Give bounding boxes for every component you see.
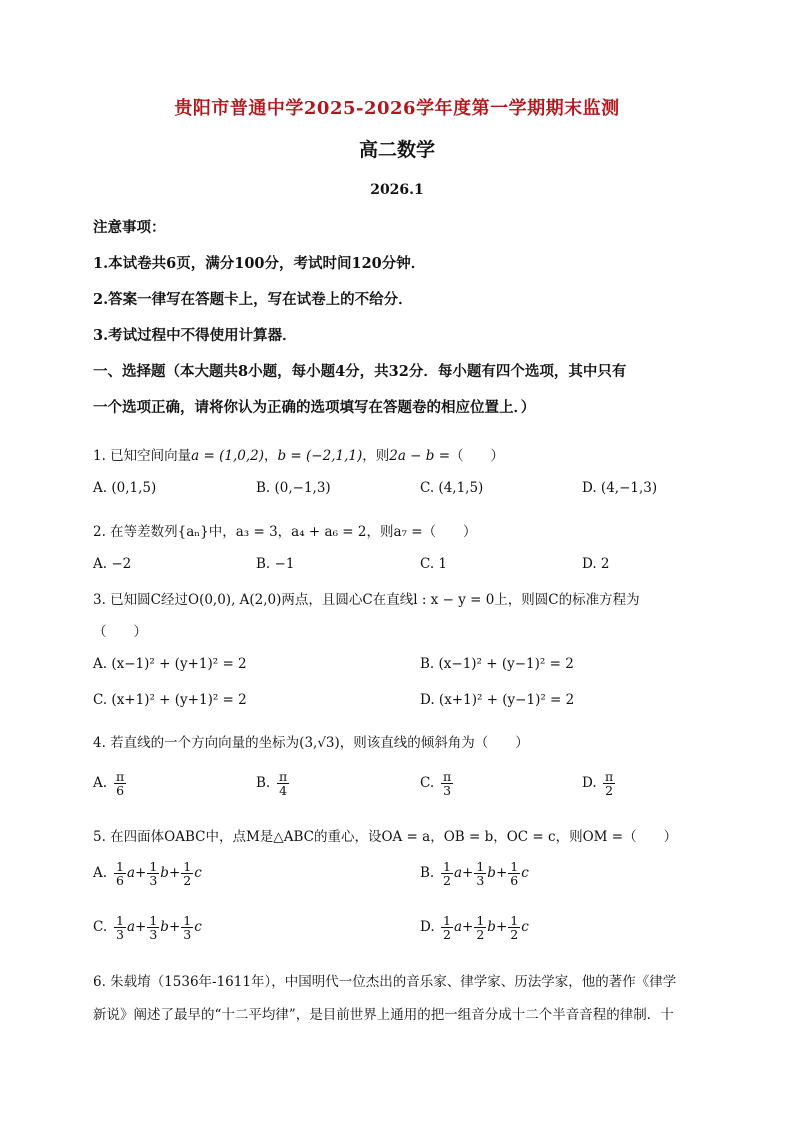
fraction: $\frac{\pi}{6}$ [116,769,125,799]
option-a: A. $\frac{1}{6}$ a+ $\frac{1}{3}$ b+ $\frac{1}{2}$ c [93,859,202,889]
option-d: D. (x+1)² + (y−1)² = 2 [420,692,575,708]
exam-title: 贵阳市普通中学2025-2026学年度第一学期期末监测 [174,98,620,119]
option-a: A. −2 [93,556,132,572]
question-5-stem: 5. 在四面体OABC中，点M是△ABC的重心，设OA = a，OB = b，OC = c，则OM =（ ） [93,829,678,845]
note-item: 3.考试过程中不得使用计算器． [93,327,297,344]
expression: 2a − b = [389,448,451,464]
section-heading-cont: 一个选项正确，请将你认为正确的选项填写在答题卷的相应位置上．） [93,399,536,416]
option-c: C. (4,1,5) [420,480,484,496]
option-b: B. $\frac{1}{2}$ a+ $\frac{1}{3}$ b+ $\frac{1}{6}$ c [420,859,529,889]
option-c: C. $\frac{1}{3}$ a+ $\frac{1}{3}$ b+ $\frac{1}{3}$ c [93,913,202,943]
option-b: B. −1 [256,556,295,572]
question-6-stem: 6. 朱载堉（1536年-1611年），中国明代一位杰出的音乐家、律学家、历法学家，他的著作《律学 [93,974,677,990]
question-6-stem-cont: 新说》阐述了最早的“十二平均律”，是目前世界上通用的把一组音分成十二个半音音程的律制．十 [93,1007,674,1023]
question-3-paren: （ ） [93,624,147,640]
option-a: A. $\frac{\pi}{6}$ [93,769,125,799]
question-2-stem: 2. 在等差数列{aₙ}中，a₃ = 3，a₄ + a₆ = 2，则a₇ =（ ） [93,524,477,540]
option-b: B. (0,−1,3) [256,480,331,496]
vector-a: a = (1,0,2) [191,448,264,464]
question-4-stem: 4. 若直线的一个方向向量的坐标为(3,√3)，则该直线的倾斜角为（ ） [93,735,529,751]
option-a: A. (x−1)² + (y+1)² = 2 [93,656,247,672]
option-b: B. (x−1)² + (y−1)² = 2 [420,656,574,672]
option-c: C. (x+1)² + (y+1)² = 2 [93,692,247,708]
option-c: C. $\frac{\pi}{3}$ [420,769,452,799]
fraction: $\frac{\pi}{3}$ [443,769,452,799]
exam-subject: 高二数学 [358,139,435,161]
note-item: 1.本试卷共6页，满分100分，考试时间120分钟． [93,255,426,272]
fraction: $\frac{\pi}{4}$ [279,769,288,799]
exam-date: 2026.1 [370,182,424,198]
vector-b: b = (−2,1,1) [277,448,363,464]
option-c: C. 1 [420,556,448,572]
question-1-stem: 1. 已知空间向量a = (1,0,2)，b = (−2,1,1)，则2a − b =（ ） [93,448,505,464]
option-b: B. $\frac{\pi}{4}$ [256,769,288,799]
note-item: 2.答案一律写在答题卡上，写在试卷上的不给分． [93,291,413,308]
option-a: A. (0,1,5) [93,480,157,496]
notes-heading: 注意事项： [93,219,166,236]
option-d: D. $\frac{\pi}{2}$ [582,769,614,799]
option-d: D. $\frac{1}{2}$ a+ $\frac{1}{2}$ b+ $\frac{1}{2}$ c [420,913,529,943]
option-d: D. 2 [582,556,610,572]
fraction: $\frac{\pi}{2}$ [605,769,614,799]
question-3-stem: 3. 已知圆C经过O(0,0), A(2,0)两点，且圆心C在直线l : x − y = 0上，则圆C的标准方程为 [93,592,640,608]
section-heading: 一、选择题（本大题共8小题，每小题4分，共32分．每小题有四个选项，其中只有 [93,363,627,380]
option-d: D. (4,−1,3) [582,480,658,496]
